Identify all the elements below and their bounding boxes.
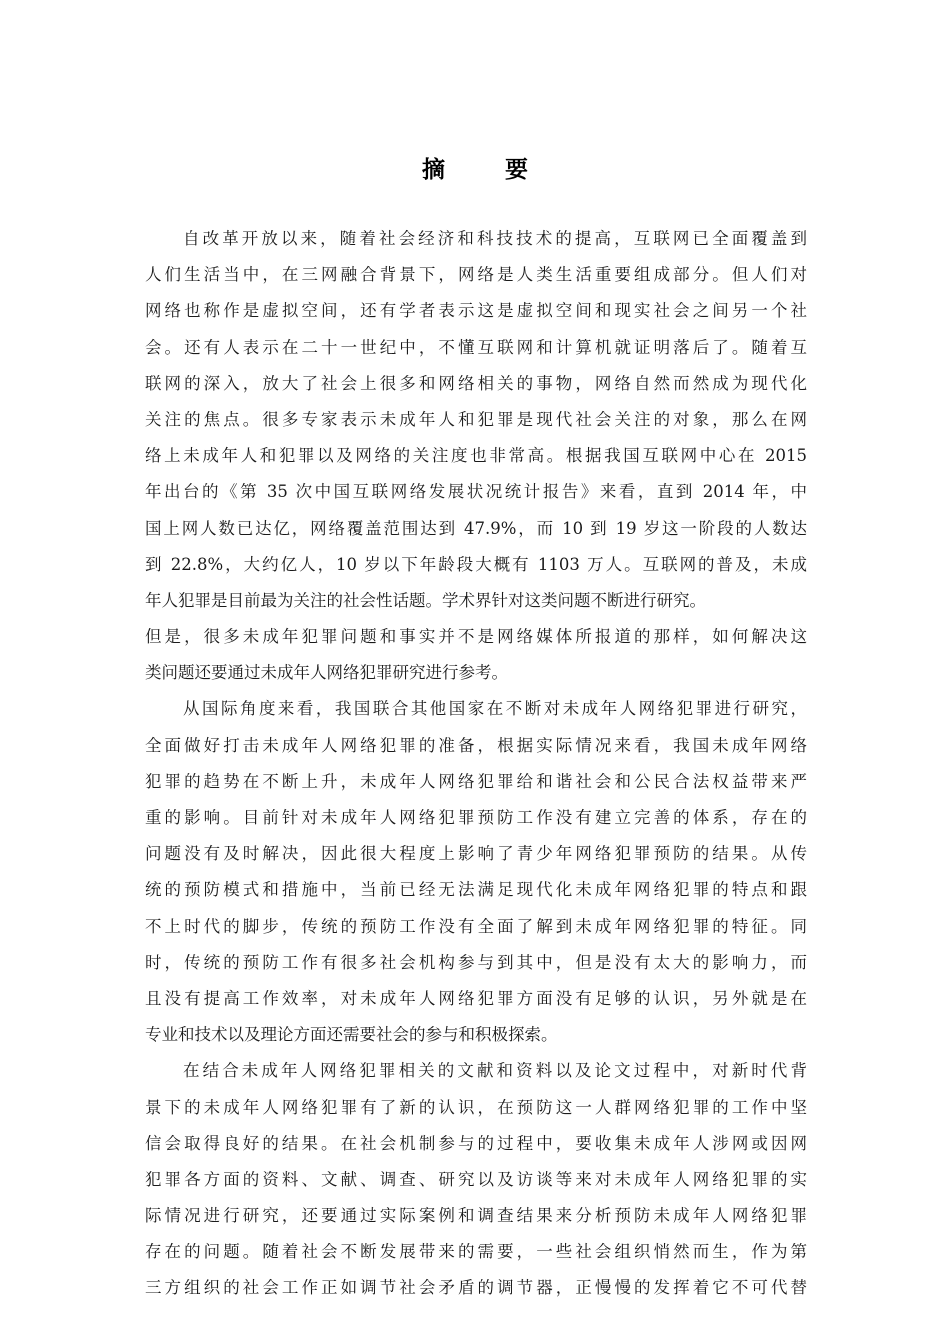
text-line: 三方组织的社会工作正如调节社会矛盾的调节器，正慢慢的发挥着它不可代替	[145, 1278, 807, 1298]
text-line: 存在的问题。随着社会不断发展带来的需要，一些社会组织悄然而生，作为第	[145, 1242, 807, 1262]
text-line: 关注的焦点。很多专家表示未成年人和犯罪是现代社会关注的对象，那么在网	[145, 409, 807, 429]
text-line: 年人犯罪是目前最为关注的社会性话题。学术界针对这类问题不断进行研究。	[145, 590, 706, 610]
text-line: 专业和技术以及理论方面还需要社会的参与和积极探索。	[145, 1025, 558, 1045]
text-line: 络上未成年人和犯罪以及网络的关注度也非常高。根据我国互联网中心在 2015	[145, 446, 807, 466]
text-line: 时，传统的预防工作有很多社会机构参与到其中，但是没有太大的影响力，而	[145, 952, 807, 972]
text-line: 重的影响。目前针对未成年人网络犯罪预防工作没有建立完善的体系，存在的	[145, 808, 807, 827]
text-line: 且没有提高工作效率，对未成年人网络犯罪方面没有足够的认识，另外就是在	[145, 988, 807, 1008]
text-line: 类问题还要通过未成年人网络犯罪研究进行参考。	[145, 663, 508, 683]
text-line: 联网的深入，放大了社会上很多和网络相关的事物，网络自然而然成为现代化	[145, 373, 807, 393]
text-line: 但是，很多未成年犯罪问题和事实并不是网络媒体所报道的那样，如何解决这	[145, 627, 807, 647]
text-line: 犯罪各方面的资料、文献、调查、研究以及访谈等来对未成年人网络犯罪的实	[145, 1169, 807, 1189]
text-line: 在结合未成年人网络犯罪相关的文献和资料以及论文过程中，对新时代背	[183, 1061, 807, 1081]
text-line: 自改革开放以来，随着社会经济和科技技术的提高，互联网已全面覆盖到	[183, 229, 807, 248]
page-title: 摘 要	[421, 157, 554, 183]
text-line: 统的预防模式和措施中，当前已经无法满足现代化未成年网络犯罪的特点和跟	[145, 880, 807, 900]
text-line: 会。还有人表示在二十一世纪中，不懂互联网和计算机就证明落后了。随着互	[145, 337, 807, 357]
text-line: 景下的未成年人网络犯罪有了新的认识，在预防这一人群网络犯罪的工作中坚	[145, 1097, 807, 1117]
text-line: 全面做好打击未成年人网络犯罪的准备，根据实际情况来看，我国未成年网络	[145, 735, 807, 755]
text-line: 网络也称作是虚拟空间，还有学者表示这是虚拟空间和现实社会之间另一个社	[145, 301, 807, 321]
text-line: 问题没有及时解决，因此很大程度上影响了青少年网络犯罪预防的结果。从传	[145, 844, 807, 864]
text-line: 不上时代的脚步，传统的预防工作没有全面了解到未成年网络犯罪的特征。同	[145, 916, 807, 936]
abstract-body	[145, 221, 807, 1307]
text-line: 国上网人数已达亿，网络覆盖范围达到 47.9%，而 10 到 19 岁这一阶段的人数达	[145, 518, 807, 538]
text-line: 年出台的《第 35 次中国互联网络发展状况统计报告》来看，直到 2014 年，中	[145, 482, 807, 502]
text-line: 信会取得良好的结果。在社会机制参与的过程中，要收集未成年人涉网或因网	[145, 1133, 807, 1153]
text-line: 际情况进行研究，还要通过实际案例和调查结果来分析预防未成年人网络犯罪	[145, 1206, 807, 1226]
text-line: 人们生活当中，在三网融合背景下，网络是人类生活重要组成部分。但人们对	[145, 265, 807, 285]
paragraph-1	[145, 221, 807, 691]
text-line: 犯罪的趋势在不断上升，未成年人网络犯罪给和谐社会和公民合法权益带来严	[145, 771, 807, 791]
paragraph-3	[145, 1053, 807, 1306]
text-line: 从国际角度来看，我国联合其他国家在不断对未成年人网络犯罪进行研究，	[183, 699, 807, 719]
paragraph-2	[145, 691, 807, 1053]
text-line: 到 22.8%，大约亿人，10 岁以下年龄段大概有 1103 万人。互联网的普及，未成	[145, 554, 807, 574]
